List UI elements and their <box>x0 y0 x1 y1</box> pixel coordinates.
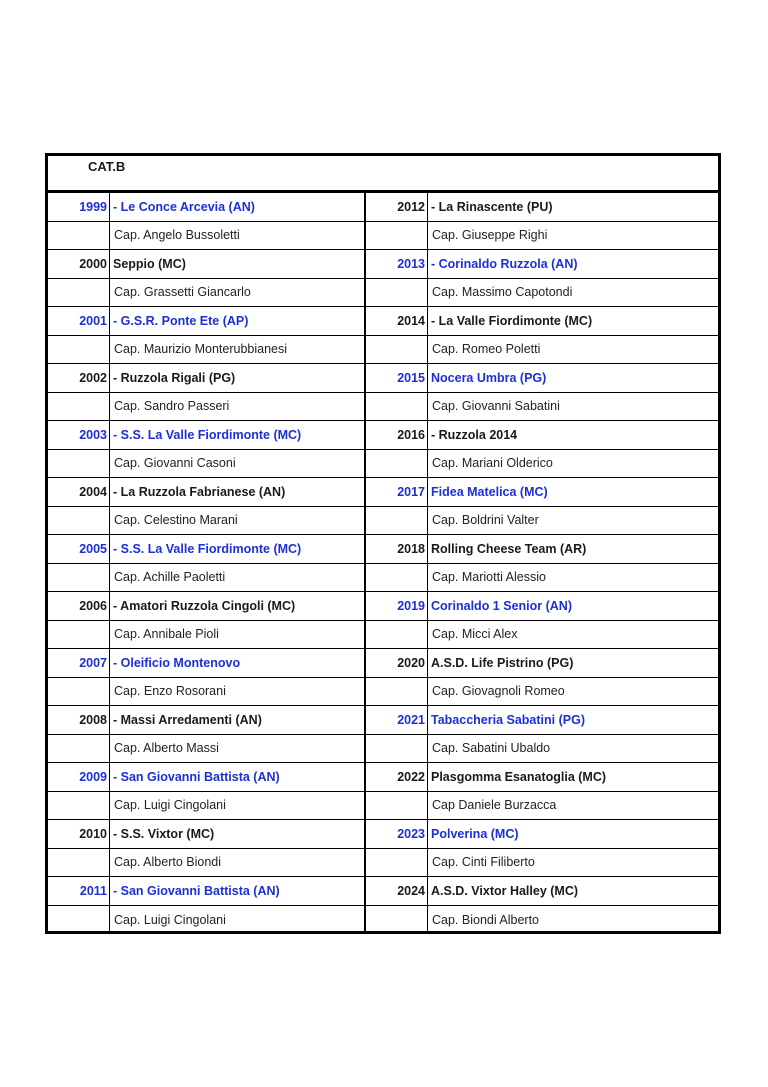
captain-cell: Cap. Sabatini Ubaldo <box>428 735 718 764</box>
team-name-cell: - S.S. Vixtor (MC) <box>110 820 366 849</box>
team-name-cell: - S.S. La Valle Fiordimonte (MC) <box>110 421 366 450</box>
team-name-cell: - Massi Arredamenti (AN) <box>110 706 366 735</box>
year-cell: 2002 <box>48 364 110 393</box>
captain-cell: Cap. Angelo Bussoletti <box>110 222 366 251</box>
empty-year-cell <box>48 222 110 251</box>
empty-year-cell <box>366 450 428 479</box>
captain-cell: Cap. Giuseppe Righi <box>428 222 718 251</box>
captain-cell: Cap. Luigi Cingolani <box>110 906 366 935</box>
empty-year-cell <box>48 336 110 365</box>
team-name-cell: - S.S. La Valle Fiordimonte (MC) <box>110 535 366 564</box>
captain-cell: Cap. Luigi Cingolani <box>110 792 366 821</box>
empty-year-cell <box>48 621 110 650</box>
year-cell: 2012 <box>366 193 428 222</box>
year-cell: 2005 <box>48 535 110 564</box>
team-name-cell: Nocera Umbra (PG) <box>428 364 718 393</box>
captain-cell: Cap. Biondi Alberto <box>432 912 540 927</box>
empty-year-cell <box>366 279 428 308</box>
empty-year-cell <box>366 336 428 365</box>
team-name-cell: Plasgomma Esanatoglia (MC) <box>428 763 718 792</box>
team-name-cell: Rolling Cheese Team (AR) <box>428 535 718 564</box>
empty-year-cell <box>366 792 428 821</box>
team-name-cell: - Amatori Ruzzola Cingoli (MC) <box>110 592 366 621</box>
captain-cell: Cap. Micci Alex <box>428 621 718 650</box>
team-name-cell: A.S.D. Vixtor Halley (MC) <box>428 877 718 906</box>
empty-year-cell <box>48 564 110 593</box>
team-name-cell: Fidea Matelica (MC) <box>428 478 718 507</box>
empty-year-cell <box>366 621 428 650</box>
team-name-cell: - Le Conce Arcevia (AN) <box>110 193 366 222</box>
team-name-cell: Polverina (MC) <box>428 820 718 849</box>
winners-grid <box>48 193 718 934</box>
year-cell: 2023 <box>366 820 428 849</box>
year-cell: 2018 <box>366 535 428 564</box>
team-name-cell: - Ruzzola Rigali (PG) <box>110 364 366 393</box>
year-cell: 2003 <box>48 421 110 450</box>
captain-cell: Cap. Giovanni Sabatini <box>428 393 718 422</box>
empty-year-cell <box>366 849 428 878</box>
year-cell: 1999 <box>48 193 110 222</box>
captain-cell: Cap. Giovagnoli Romeo <box>428 678 718 707</box>
year-cell: 2024 <box>366 877 428 906</box>
captain-cell: Cap. Boldrini Valter <box>428 507 718 536</box>
team-name-cell: - La Ruzzola Fabrianese (AN) <box>110 478 366 507</box>
empty-year-cell <box>48 279 110 308</box>
captain-cell: Cap. Alberto Biondi <box>110 849 366 878</box>
captain-cell: Cap. Grassetti Giancarlo <box>110 279 366 308</box>
year-cell: 2014 <box>366 307 428 336</box>
empty-year-cell <box>48 735 110 764</box>
captain-cell: Cap. Romeo Poletti <box>428 336 718 365</box>
year-cell: 2022 <box>366 763 428 792</box>
captain-cell: Cap. Maurizio Monterubbianesi <box>110 336 366 365</box>
team-name-cell: - La Rinascente (PU) <box>428 193 718 222</box>
empty-year-cell <box>48 792 110 821</box>
captain-cell: Cap. Celestino Marani <box>110 507 366 536</box>
year-cell: 2015 <box>366 364 428 393</box>
captain-cell: Cap. Enzo Rosorani <box>110 678 366 707</box>
year-cell: 2008 <box>48 706 110 735</box>
empty-year-cell <box>48 906 110 935</box>
empty-year-cell <box>48 507 110 536</box>
team-name-cell: Seppio (MC) <box>110 250 366 279</box>
team-name-cell: A.S.D. Life Pistrino (PG) <box>428 649 718 678</box>
empty-year-cell <box>48 393 110 422</box>
captain-cell: Cap. Achille Paoletti <box>110 564 366 593</box>
team-name-cell: Corinaldo 1 Senior (AN) <box>428 592 718 621</box>
captain-cell: Cap. Cinti Filiberto <box>428 849 718 878</box>
team-name-cell: - San Giovanni Battista (AN) <box>110 763 366 792</box>
winners-table <box>45 153 721 934</box>
year-cell: 2011 <box>48 877 110 906</box>
empty-year-cell <box>366 564 428 593</box>
year-cell: 2010 <box>48 820 110 849</box>
team-name-cell: - Ruzzola 2014 <box>428 421 718 450</box>
year-cell: 2013 <box>366 250 428 279</box>
empty-year-cell <box>366 507 428 536</box>
year-cell: 2021 <box>366 706 428 735</box>
year-cell: 2017 <box>366 478 428 507</box>
empty-year-cell <box>366 222 428 251</box>
team-name-cell: - Corinaldo Ruzzola (AN) <box>428 250 718 279</box>
team-name-cell: - Oleificio Montenovo <box>110 649 366 678</box>
team-name-cell: - G.S.R. Ponte Ete (AP) <box>110 307 366 336</box>
category-title: CAT.B <box>88 159 126 174</box>
team-name-cell: Tabaccheria Sabatini (PG) <box>428 706 718 735</box>
year-cell: 2009 <box>48 763 110 792</box>
team-name-cell: - La Valle Fiordimonte (MC) <box>428 307 718 336</box>
captain-cell: Cap. Giovanni Casoni <box>110 450 366 479</box>
captain-cell: Cap. Mariani Olderico <box>428 450 718 479</box>
table-header <box>48 156 718 193</box>
year-cell: 2007 <box>48 649 110 678</box>
year-cell: 2000 <box>48 250 110 279</box>
empty-year-cell <box>366 678 428 707</box>
captain-cell: Cap. Alberto Massi <box>110 735 366 764</box>
year-cell: 2020 <box>366 649 428 678</box>
empty-year-cell <box>48 450 110 479</box>
empty-year-cell <box>48 678 110 707</box>
year-cell: 2016 <box>366 421 428 450</box>
captain-cell: Cap. Sandro Passeri <box>110 393 366 422</box>
empty-year-cell <box>48 849 110 878</box>
captain-cell: Cap. Annibale Pioli <box>110 621 366 650</box>
team-name-cell: - San Giovanni Battista (AN) <box>110 877 366 906</box>
year-cell: 2006 <box>48 592 110 621</box>
captain-cell: Cap. Massimo Capotondi <box>428 279 718 308</box>
empty-year-cell <box>366 735 428 764</box>
captain-cell: Cap Daniele Burzacca <box>428 792 718 821</box>
year-cell: 2004 <box>48 478 110 507</box>
captain-cell: Cap. Mariotti Alessio <box>428 564 718 593</box>
empty-year-cell <box>366 393 428 422</box>
year-cell: 2001 <box>48 307 110 336</box>
empty-year-cell <box>366 906 428 935</box>
year-cell: 2019 <box>366 592 428 621</box>
